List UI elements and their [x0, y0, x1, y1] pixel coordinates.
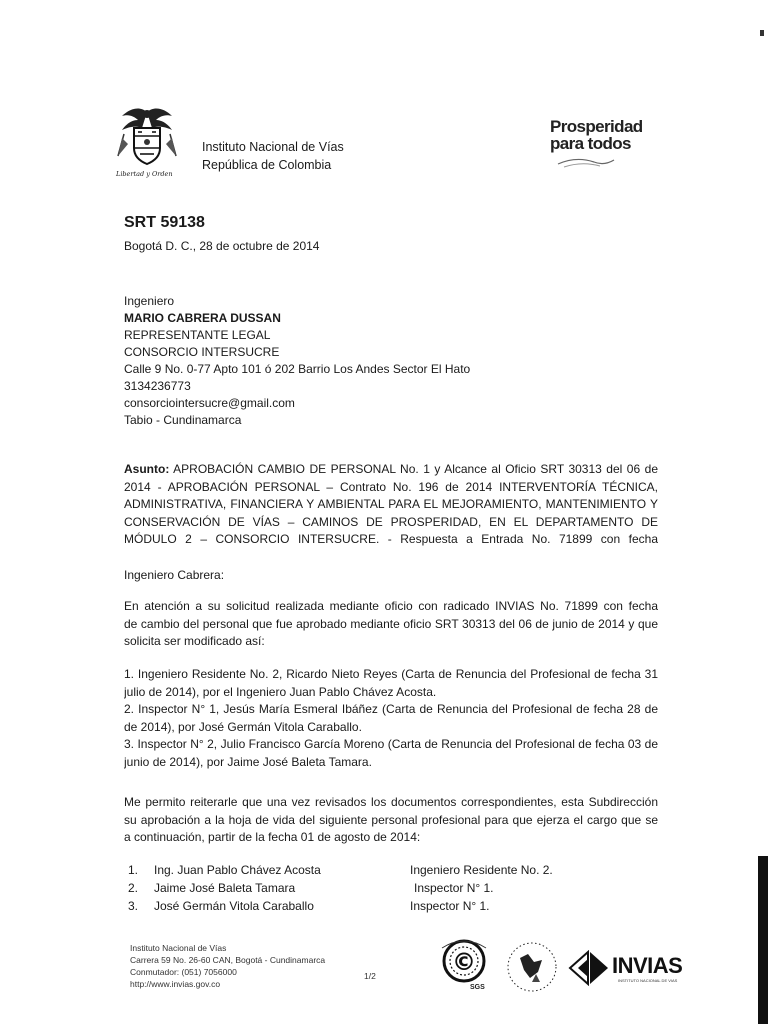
country-name: República de Colombia [202, 158, 332, 172]
staff-row [128, 898, 588, 916]
scan-edge-mark [758, 856, 768, 1024]
intro-paragraph [124, 598, 658, 651]
prosperidad-logo [550, 118, 650, 178]
staff-number: 3. [128, 899, 139, 913]
subject-label: Asunto: [124, 462, 170, 476]
subject-line: MÓDULO 2 – CONSORCIO INTERSUCRE. - Respuesta a Entrada No. 71899 con fecha [124, 532, 658, 546]
letterhead [202, 138, 344, 174]
page-number: 1/2 [364, 971, 376, 981]
recipient-block [124, 293, 470, 429]
subject-line: CONSERVACIÓN DE VÍAS – CAMINOS DE PROSPERIDAD, EN EL DEPARTAMENTO DE [124, 514, 658, 529]
changes-list [124, 666, 658, 771]
staff-role: Inspector N° 1. [414, 881, 494, 895]
recipient-position: REPRESENTANTE LEGAL [124, 328, 271, 342]
recipient-title: Ingeniero [124, 294, 175, 308]
paragraph-line: solicita ser modificado así: [124, 634, 265, 648]
scan-corner-mark [760, 30, 764, 36]
slogan-line-2: para todos [550, 134, 631, 153]
footer-line: Conmutador: (051) 7056000 [130, 967, 237, 977]
certification-seal-icon [434, 936, 498, 996]
subject-line: ADMINISTRATIVA, FINANCIERA Y AMBIENTAL PARA EL MEJORAMIENTO, MANTENIMIENTO Y [124, 497, 658, 511]
subject-line: 2014 - APROBACIÓN PERSONAL – Contrato No. 196 de 2014 INTERVENTORÍA TÉCNICA, [124, 479, 658, 494]
recipient-phone: 3134236773 [124, 379, 191, 393]
subject-block [124, 461, 658, 549]
staff-name: José Germán Vitola Caraballo [154, 899, 314, 913]
paragraph-line: En atención a su solicitud realizada mediante oficio con radicado INVIAS No. 71899 con fecha [124, 599, 658, 613]
staff-name: Ing. Juan Pablo Chávez Acosta [154, 863, 321, 877]
invias-logo-text: INVIAS [612, 953, 683, 978]
staff-number: 1. [128, 863, 139, 877]
reference-number: SRT 59138 [124, 214, 205, 231]
approval-paragraph [124, 794, 658, 847]
footer-line: Carrera 59 No. 26-60 CAN, Bogotá - Cundinamarca [130, 955, 326, 965]
footer-address [130, 942, 325, 990]
slogan-line-1: Prosperidad [550, 117, 643, 136]
change-item-line: 1. Ingeniero Residente No. 2, Ricardo Nieto Reyes (Carta de Renuncia del Profesional de fecha 31 [124, 667, 658, 681]
change-item-line: 2. Inspector N° 1, Jesús María Esmeral Ibáñez (Carta de Renuncia del Profesional de fecha 28 de [124, 702, 658, 716]
change-item-line: junio de 2014), por Jaime José Baleta Tamara. [124, 754, 372, 769]
footer-line: Instituto Nacional de Vías [130, 943, 227, 953]
staff-row [128, 880, 588, 898]
coat-motto: Libertad y Orden [116, 170, 173, 178]
staff-row [128, 862, 588, 880]
footer-line: http://www.invias.gov.co [130, 979, 221, 989]
sgs-label: SGS [470, 984, 485, 991]
date-line: Bogotá D. C., 28 de octubre de 2014 [124, 239, 320, 253]
paragraph-line: de cambio del personal que fue aprobado mediante oficio SRT 30313 del 06 de junio de 2014 y que [124, 616, 658, 631]
recipient-city: Tabio - Cundinamarca [124, 413, 242, 427]
coat-of-arms-logo [112, 104, 182, 182]
staff-name: Jaime José Baleta Tamara [154, 881, 296, 895]
subject-line: APROBACIÓN CAMBIO DE PERSONAL No. 1 y Alcance al Oficio SRT 30313 del 06 de [173, 462, 658, 476]
institute-name: Instituto Nacional de Vías [202, 140, 344, 154]
salutation: Ingeniero Cabrera: [124, 568, 225, 582]
paragraph-line: Me permito reiterarle que una vez revisados los documentos correspondientes, esta Subdirección [124, 795, 658, 809]
svg-text:©: © [452, 948, 476, 976]
change-item-line: 3. Inspector N° 2, Julio Francisco García Moreno (Carta de Renuncia del Profesional de fecha 03 de [124, 737, 658, 751]
recipient-company: CONSORCIO INTERSUCRE [124, 345, 280, 359]
approved-staff-table [128, 862, 588, 916]
recipient-name: MARIO CABRERA DUSSAN [124, 311, 281, 325]
recipient-email: consorciointersucre@gmail.com [124, 396, 295, 410]
invias-logo [568, 950, 698, 990]
paragraph-line: a continuación, partir de la fecha 01 de agosto de 2014: [124, 830, 421, 844]
invias-logo-subtext: INSTITUTO NACIONAL DE VIAS [618, 978, 678, 983]
staff-role: Inspector N° 1. [410, 899, 490, 913]
staff-number: 2. [128, 881, 139, 895]
paragraph-line: su aprobación a la hoja de vida del siguiente personal profesional para que ejerza el cargo que se [124, 812, 658, 827]
recipient-address: Calle 9 No. 0-77 Apto 101 ó 202 Barrio Los Andes Sector El Hato [124, 362, 471, 376]
staff-role: Ingeniero Residente No. 2. [410, 863, 553, 877]
change-item-line: julio de 2014), por el Ingeniero Juan Pablo Chávez Acosta. [124, 684, 437, 699]
change-item-line: de 2014), por José Germán Vitola Caraballo. [124, 719, 362, 734]
iqnet-seal-icon [502, 938, 562, 998]
